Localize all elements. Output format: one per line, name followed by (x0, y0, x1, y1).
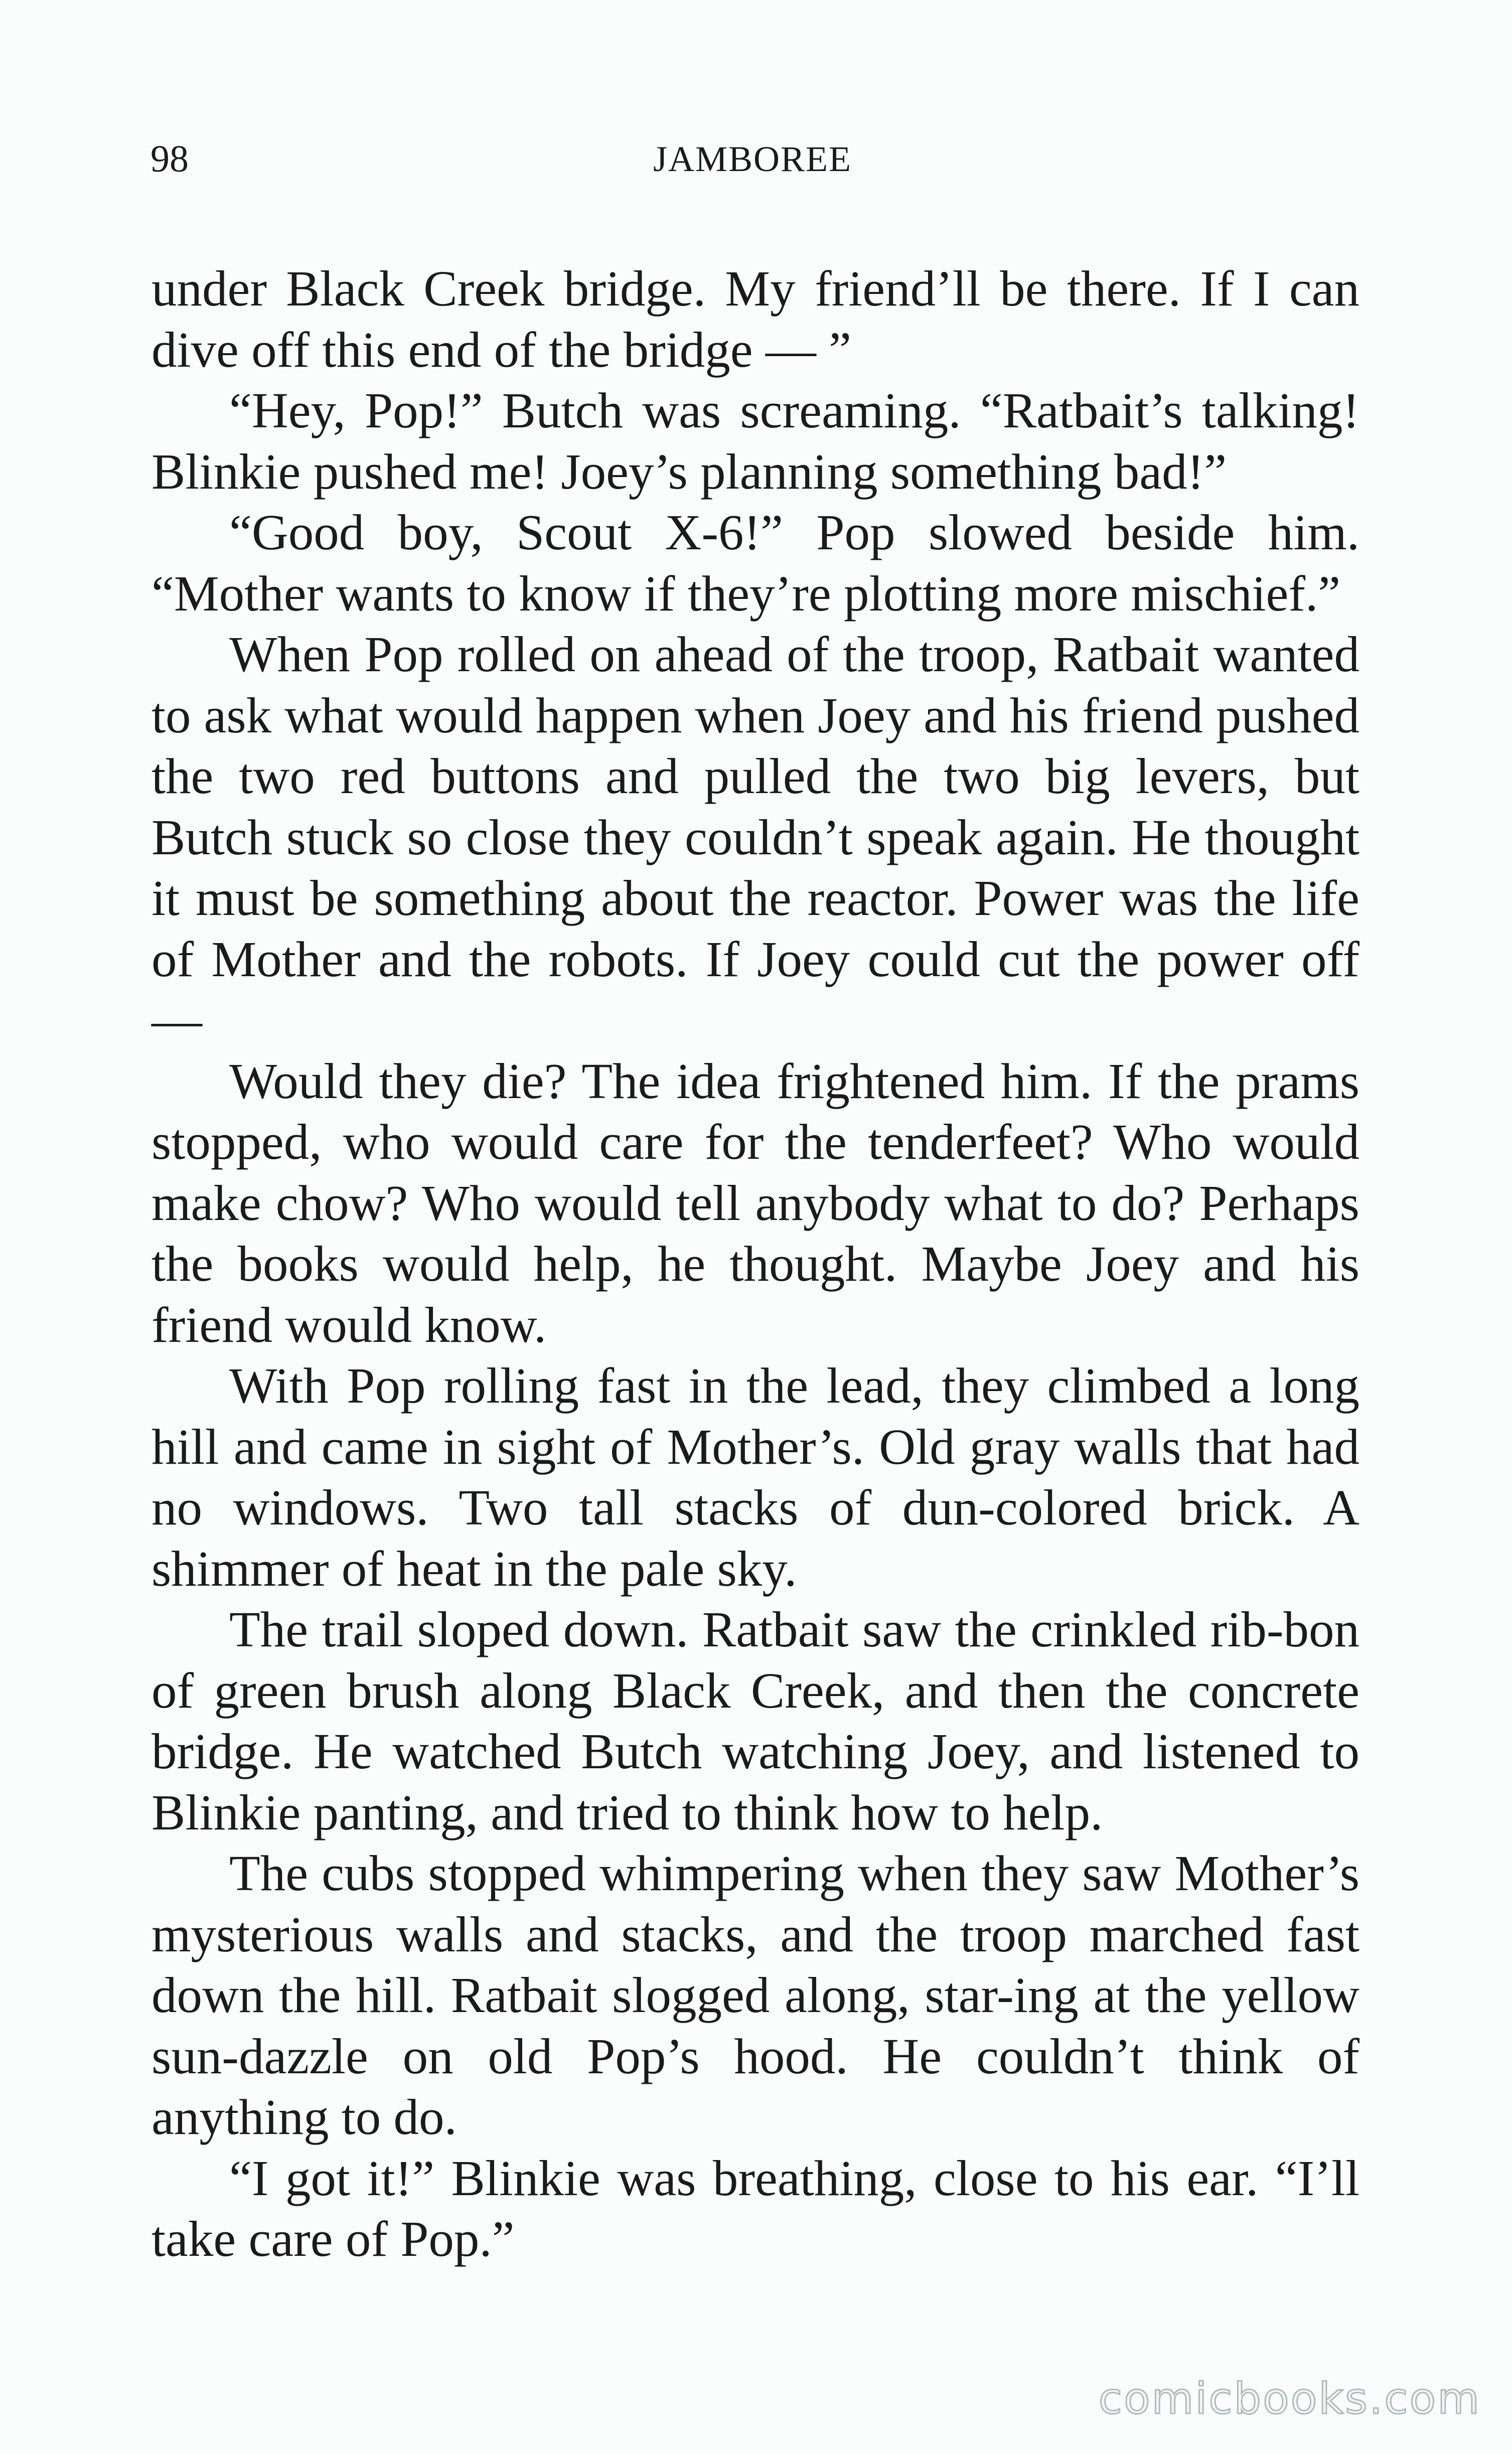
page-number: 98 (150, 138, 189, 180)
paragraph: under Black Creek bridge. My friend’ll be there. If I can dive off this end of the bridge — ” (152, 260, 1359, 378)
paragraph: The trail sloped down. Ratbait saw the crinkled rib-bon of green brush along Black Creek, and then the concrete bridge. He watched Butch watching Joey, and listened to Blinkie panting, and tried to think how to help. (152, 1601, 1359, 1840)
paragraph: The cubs stopped whimpering when they saw Mother’s mysterious walls and stacks, and the troop marched fast down the hill. Ratbait slogged along, star-ing at the yellow sun-dazzle on old Pop’s hood. He couldn’t think of anything to do. (152, 1845, 1359, 2145)
paragraph: “Hey, Pop!” Butch was screaming. “Ratbait’s talking! Blinkie pushed me! Joey’s planning something bad!” (152, 382, 1359, 500)
paragraph: Would they die? The idea frightened him. If the prams stopped, who would care for the tenderfeet? Who would make chow? Who would tell anybody what to do? Perhaps the books would help, he thought. Maybe Joey and his friend would know. (152, 1052, 1359, 1353)
paragraph: When Pop rolled on ahead of the troop, Ratbait wanted to ask what would happen when Joey and his friend pushed the two red buttons and pulled the two big levers, but Butch stuck so close they couldn’t speak again. He thought it must be something about the reactor. Power was the life of Mother and the robots. If Joey could cut the power off — (152, 626, 1359, 1048)
body-text (152, 258, 1359, 2270)
running-head: JAMBOREE (653, 139, 852, 179)
paragraph: “I got it!” Blinkie was breathing, close to his ear. “I’ll take care of Pop.” (152, 2150, 1359, 2267)
watermark: comicbooks.com (1098, 2374, 1481, 2424)
paragraph: “Good boy, Scout X-6!” Pop slowed beside him. “Mother wants to know if they’re plotting more mischief.” (152, 504, 1359, 622)
paragraph: With Pop rolling fast in the lead, they climbed a long hill and came in sight of Mother’s. Old gray walls that had no windows. Two tall stacks of dun-colored brick. A shimmer of heat in the pale sky. (152, 1357, 1359, 1597)
page-header (150, 131, 1354, 187)
